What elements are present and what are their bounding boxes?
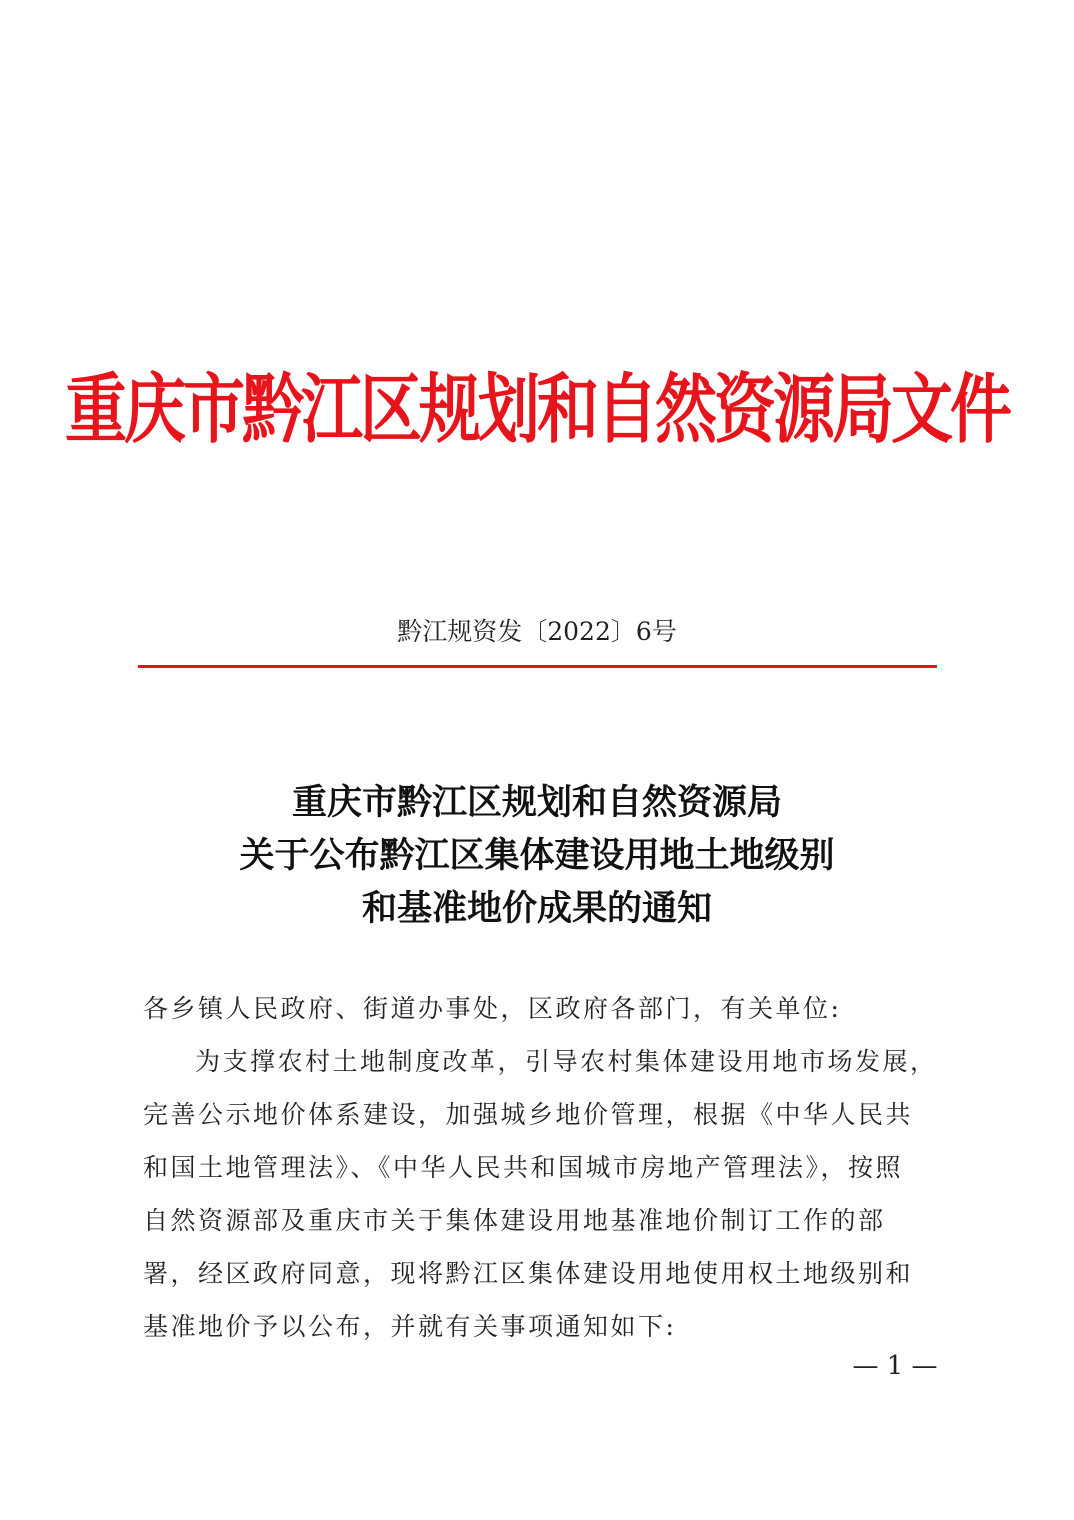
notice-title-line-1: 重庆市黔江区规划和自然资源局 [291, 782, 782, 823]
body-line: 署，经区政府同意，现将黔江区集体建设用地使用权土地级别和 [143, 1259, 914, 1288]
salutation: 各乡镇人民政府、街道办事处，区政府各部门，有关单位: [143, 994, 842, 1023]
document-header-title: 重庆市黔江区规划和自然资源局文件 [64, 364, 1009, 454]
notice-body [143, 982, 963, 1353]
notice-title-line-3: 和基准地价成果的通知 [361, 888, 712, 929]
body-line: 基准地价予以公布，并就有关事项通知如下: [143, 1312, 677, 1341]
document-number: 黔江规资发〔2022〕6号 [397, 617, 677, 646]
body-line: 为支撑农村土地制度改革，引导农村集体建设用地市场发展， [195, 1047, 938, 1076]
body-line: 自然资源部及重庆市关于集体建设用地基准地价制订工作的部 [143, 1206, 886, 1235]
red-divider-line [138, 665, 937, 668]
body-line: 完善公示地价体系建设，加强城乡地价管理，根据《中华人民共 [143, 1100, 914, 1129]
notice-title [0, 776, 1074, 935]
body-line: 和国土地管理法》、《中华人民共和国城市房地产管理法》，按照 [143, 1153, 904, 1182]
page-number: — 1 — [852, 1351, 938, 1381]
notice-title-line-2: 关于公布黔江区集体建设用地土地级别 [239, 835, 835, 876]
